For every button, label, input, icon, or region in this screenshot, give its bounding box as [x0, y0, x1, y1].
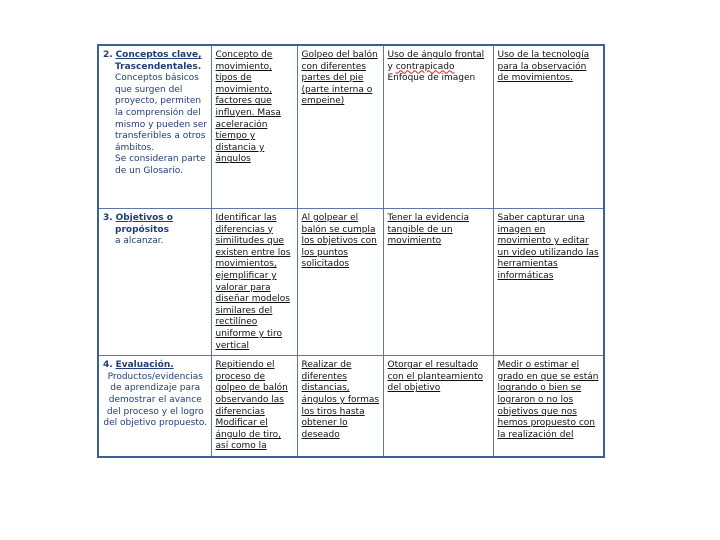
row-number: 3. [103, 213, 113, 223]
row-header-cell [98, 209, 211, 356]
table-row [98, 209, 604, 356]
row-header-cell [98, 45, 211, 209]
table-cell: Otorgar el resultado con el planteamiento del objetivo [383, 356, 493, 458]
table-cell: Medir o estimar el grado en que se están logrando o bien se lograron o no los objetivos que nos hemos propuesto con la realización del [493, 356, 604, 458]
table-cell: Repitiendo el proceso de golpeo de balón observando las diferencias Modificar el ángulo de tiro, así como la [211, 356, 297, 458]
row-heading-cont: propósitos [115, 224, 169, 235]
row-heading-cont: Trascendentales. [115, 61, 202, 72]
table-cell: Al golpear el balón se cumpla los objetivos con los puntos solicitados [297, 209, 383, 356]
row-heading: Evaluación. [115, 360, 174, 371]
table-row [98, 356, 604, 458]
row-note: Se consideran parte de un Glosario. [115, 154, 206, 176]
table-cell: Realizar de diferentes distancias, ángulos y formas los tiros hasta obtener lo deseado [297, 356, 383, 458]
row-number: 2. [103, 50, 113, 60]
table-cell: Identificar las diferencias y similitudes que existen entre los movimientos, ejemplificar y valorar para diseñar modelos similares del rectilíneo uniforme y tiro vertical [211, 209, 297, 356]
row-description: Productos/evidencias de aprendizaje para demostrar el avance del proceso y el logro del objetivo propuesto. [103, 371, 208, 429]
table-cell: Golpeo del balón con diferentes partes del pie (parte interna o empeine) [297, 45, 383, 209]
row-description: a alcanzar. [115, 236, 164, 247]
planning-table [97, 44, 605, 458]
table-cell: Concepto de movimiento, tipos de movimiento, factores que influyen. Masa aceleración tiempo y distancia y ángulos [211, 45, 297, 209]
row-header-cell [98, 356, 211, 458]
table-cell: Uso de la tecnología para la observación de movimientos. [493, 45, 604, 209]
row-heading: Objetivos o [115, 213, 173, 223]
table-row [98, 45, 604, 209]
table-cell: Uso de ángulo frontal y contrapicado Enfoque de imagen [383, 45, 493, 209]
table-cell: Saber capturar una imagen en movimiento y editar un video utilizando las herramientas informáticas [493, 209, 604, 356]
spellcheck-word: contrapicado [395, 61, 455, 72]
row-heading: Conceptos clave, [115, 50, 202, 60]
row-number: 4. [103, 360, 113, 371]
table-cell: Tener la evidencia tangible de un movimiento [383, 209, 493, 356]
row-description: Conceptos básicos que surgen del proyecto, permiten la comprensión del mismo y pueden ser transferibles a otros ámbitos. [115, 73, 207, 153]
document-page [97, 44, 603, 458]
